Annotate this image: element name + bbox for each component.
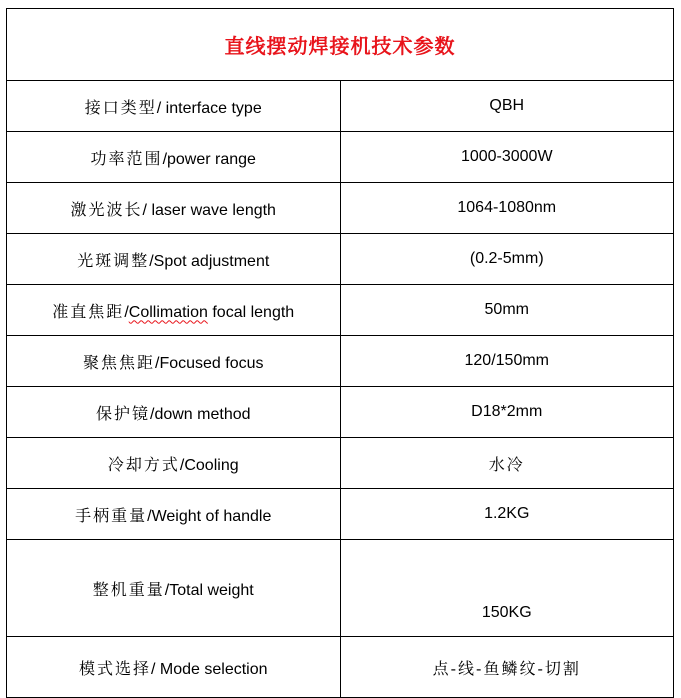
spec-table: [6, 8, 674, 698]
row-label-zh: 准直焦距: [52, 301, 125, 321]
row-label-en: / laser wave length: [142, 201, 276, 219]
row-value: 点-线-鱼鳞纹-切割: [340, 637, 674, 698]
row-label: [7, 234, 341, 285]
row-label-en: /Total weight: [164, 581, 254, 599]
row-value: 水冷: [340, 438, 674, 489]
table-row-laser-wave-length: [7, 183, 674, 234]
row-label-zh: 功率范围: [90, 148, 163, 168]
row-label: [7, 81, 341, 132]
spellcheck-marked-word: Collimation: [128, 303, 208, 321]
table-row-cooling: [7, 438, 674, 489]
table-row-interface-type: [7, 81, 674, 132]
row-label-en: /down method: [150, 405, 251, 423]
row-label-zh: 冷却方式: [107, 454, 180, 474]
row-label-zh: 光斑调整: [77, 250, 150, 270]
row-label-en-suffix: focal length: [207, 303, 295, 321]
row-label-en: /Weight of handle: [147, 507, 272, 525]
table-row-weight-of-handle: [7, 489, 674, 540]
table-row-power-range: [7, 132, 674, 183]
row-label-en-prefix: /: [124, 303, 129, 321]
row-label: [7, 540, 341, 637]
row-label: [7, 285, 341, 336]
row-label-zh: 接口类型: [84, 97, 157, 117]
table-row-mode-selection: [7, 637, 674, 698]
row-label: [7, 637, 341, 698]
row-label: [7, 336, 341, 387]
table-row-total-weight: [7, 540, 674, 637]
row-label-zh: 手柄重量: [75, 505, 148, 525]
row-label-en: /Cooling: [179, 456, 239, 474]
row-label-en: / interface type: [156, 99, 262, 117]
row-label: [7, 489, 341, 540]
row-label: [7, 387, 341, 438]
table-row-down-method: [7, 387, 674, 438]
row-value: 1000-3000W: [340, 132, 674, 183]
title-row: [7, 9, 674, 81]
row-label: [7, 438, 341, 489]
row-label-zh: 聚焦焦距: [82, 352, 155, 372]
row-value: (0.2-5mm): [340, 234, 674, 285]
table-row-collimation-focal-length: [7, 285, 674, 336]
row-label-en: /Spot adjustment: [149, 252, 270, 270]
table-title: 直线摆动焊接机技术参数: [7, 9, 674, 81]
row-label: [7, 132, 341, 183]
row-label-zh: 保护镜: [95, 403, 150, 423]
row-value: D18*2mm: [340, 387, 674, 438]
table-row-focused-focus: [7, 336, 674, 387]
row-label-en: / Mode selection: [151, 660, 268, 678]
row-value: 150KG: [340, 540, 674, 637]
row-label-zh: 激光波长: [70, 199, 143, 219]
row-label-en: /power range: [162, 150, 256, 168]
row-value: 120/150mm: [340, 336, 674, 387]
row-label-zh: 整机重量: [92, 579, 165, 599]
row-value: 1064-1080nm: [340, 183, 674, 234]
table-row-spot-adjustment: [7, 234, 674, 285]
row-label-en: /Focused focus: [155, 354, 264, 372]
row-label: [7, 183, 341, 234]
row-value: QBH: [340, 81, 674, 132]
row-value: 1.2KG: [340, 489, 674, 540]
row-label-zh: 模式选择: [78, 658, 151, 678]
row-value: 50mm: [340, 285, 674, 336]
